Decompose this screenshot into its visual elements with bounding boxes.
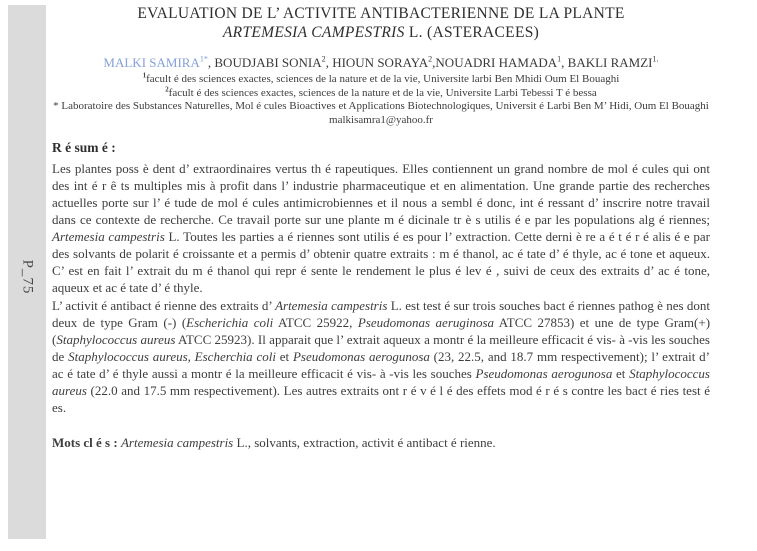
affiliation-lab: * Laboratoire des Substances Naturelles, Mol é cules Bioactives et Applications Biotechnologiques, Universit é Larbi Ben M’ Hidi, Oum El Bouaghi [53, 100, 709, 112]
abstract-body [52, 160, 710, 416]
authors-line: MALKI $SAMIRA^{1*}$, BOUDJABI SONIA$^2$, HIOUN SORAYA$^2$,NOUADRI HAMADA$^1$, BAKLI $RAMZI^{1.}$ [103, 54, 659, 70]
abstract-paragraph-1: Les plantes poss è dent d’ extraordinaires vertus th é rapeutiques. Elles contiennent un grand nombre de mol é cules qui ont des int é r ê ts multiples mis à profit dans l’ industrie pharmaceutique et en alimentation. Une grande partie des recherches actuelles porte sur l’ é tude de mol é cules antimicrobiennes et il nous a sembl é donc, int é ressant d’ inscrire notre travail dans ce contexte de recherche. Ce travail porte sur une plante m é dicinale tr è s utilis é e par les populations alg é riennes; Artemesia campestris L. Toutes les parties a é riennes sont utilis é es pour l’ extraction. Cette derni è re a é t é r é alis é e par des solvants de polarit é croissante et a permis d’ obtenir quatre extraits : m é thanol, ac é tate d’ é thyle, ac é tone et aqueux. C’ est en fait l’ extrait du m é thanol qui repr é sente le rendement le plus é lev é , suivi de ceux des extraits d’ ac é tone, aqueux et ac é tate d’ é thyle. [52, 161, 710, 295]
keywords-line: Mots cl é s : Artemesia campestris L., solvants, extraction, activit é antibact é rienne. [52, 435, 496, 450]
side-tab-strip [8, 5, 46, 539]
affiliation-1: $^1$facult é des sciences exactes, sciences de la nature et de la vie, Universite larbi Ben Mhidi Oum El Bouaghi [142, 72, 620, 85]
contact-email: malkisamra1@yahoo.fr [329, 113, 433, 126]
paper-title-line2: ARTEMESIA CAMPESTRIS L. (ASTERACEES) [222, 24, 540, 41]
abstract-content [52, 4, 710, 451]
page-code-label: P_75 [19, 259, 36, 295]
abstract-paragraph-2: L’ activit é antibact é rienne des extraits d’ Artemesia campestris L. est test é sur trois souches bact é riennes pathog è nes dont deux de type Gram (-) (Escherichia coli ATCC 25922, Pseudomonas aeruginosa ATCC 27853) et une de type Gram(+) (Staphylococcus aureus ATCC 25923). Il apparait que l’ extrait aqueux a montr é la meilleure efficacit é vis- à -vis les souches de Staphylococcus aureus, Escherchia coli et Pseudomonas aerogunosa (23, 22.5, and 18.7 mm respectivement); l’ extrait d’ ac é tate d’ é thyle aussi a montr é la meilleure efficacit é vis- à -vis les souches Pseudomonas aerogunosa et Staphylococcus aureus (22.0 and 17.5 mm respectivement). Les autres extraits ont r é v é l é des effets mod é r é s contre les bact é ries test é es. [52, 298, 711, 415]
abstract-heading: R é sum é : [52, 140, 116, 155]
affiliation-2: $^2$facult é des sciences exactes, sciences de la nature et de la vie, Universite Larbi Tebessi T é bessa [165, 85, 597, 99]
paper-title-line1: EVALUATION DE L’ ACTIVITE ANTIBACTERIENNE DE LA PLANTE [137, 5, 625, 22]
affiliations-block [52, 73, 710, 127]
paper-title [52, 4, 710, 42]
